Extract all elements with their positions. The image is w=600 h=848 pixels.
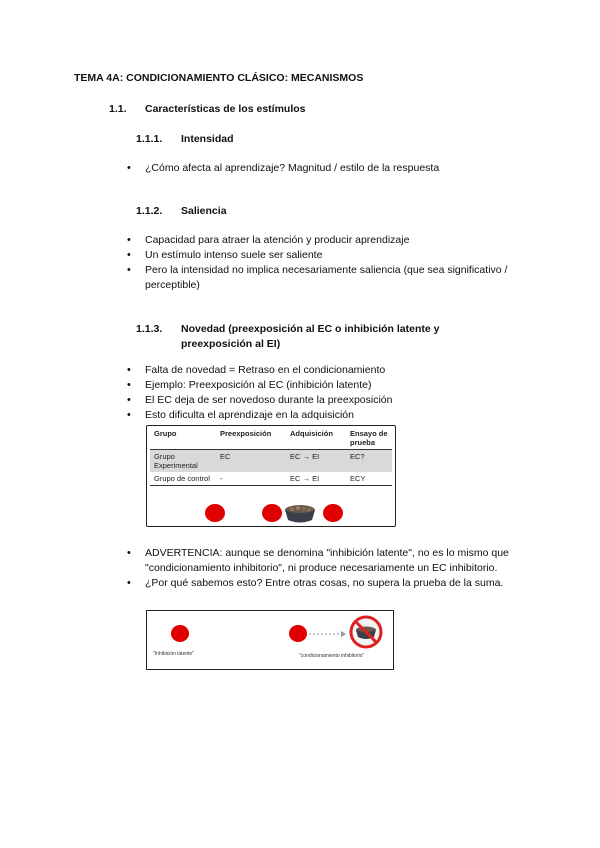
section-heading (109, 103, 509, 115)
food-bowl-icon (283, 502, 317, 524)
section-number: 1.1. (109, 103, 127, 115)
figure-label-left: "Inhibición latente" (153, 651, 195, 657)
subsection-heading-novedad (136, 322, 476, 352)
design-table (150, 427, 392, 486)
page-title: TEMA 4A: CONDICIONAMIENTO CLÁSICO: MECANISMOS (74, 72, 364, 84)
subsection-heading-saliencia (136, 205, 227, 217)
table-cell: Grupo Experimental (154, 452, 198, 470)
subsection-heading-intensidad (136, 133, 234, 145)
stimulus-dot (205, 504, 225, 522)
figure-label-right: "condicionamiento inhibitorio" (299, 653, 365, 659)
table-cell: - (220, 474, 223, 483)
table-cell: EC (220, 452, 231, 461)
table-cell: Grupo de control (154, 474, 210, 483)
stimulus-dot (171, 625, 189, 642)
subsection-title: Novedad (preexposición al EC o inhibición latente y preexposición al EI) (181, 323, 440, 350)
table-row (150, 450, 392, 473)
figure-table (146, 425, 396, 527)
subsection-title: Intensidad (181, 133, 234, 145)
list-item: • Esto dificulta el aprendizaje en la adquisición (127, 408, 527, 423)
no-food-icon (349, 615, 383, 649)
list-item: • ¿Por qué sabemos esto? Entre otras cosas, no supera la prueba de la suma. (127, 576, 527, 591)
section-title: Características de los estímulos (145, 103, 306, 115)
list-item: • Pero la intensidad no implica necesariamente saliencia (que sea significativo / perceptible) (127, 263, 527, 293)
table-header-row (150, 427, 392, 450)
list-item: • Un estímulo intenso suele ser saliente (127, 248, 527, 263)
list-item: • Capacidad para atraer la atención y producir aprendizaje (127, 233, 527, 248)
bullet-list-intensidad (127, 161, 527, 176)
table-header: Ensayo de prueba (346, 427, 392, 450)
list-item: • ADVERTENCIA: aunque se denomina "inhibición latente", no es lo mismo que "condicionamiento inhibitorio", ni produce necesariamente un EC inhibitorio. (127, 546, 527, 576)
bullet-list-saliencia (127, 233, 527, 293)
bullet-list-novedad (127, 363, 527, 423)
table-cell: EC → EI (290, 474, 320, 483)
bullet-list-advertencia (127, 546, 527, 591)
arrow-icon (309, 631, 347, 637)
table-header: Adquisición (286, 427, 346, 450)
stimulus-dot (289, 625, 307, 642)
table-header: Grupo (150, 427, 216, 450)
table-cell: EC → EI (290, 452, 320, 461)
stimulus-dot (262, 504, 282, 522)
list-item: • Ejemplo: Preexposición al EC (inhibición latente) (127, 378, 527, 393)
subsection-number: 1.1.2. (136, 205, 163, 217)
table-header: Preexposición (216, 427, 286, 450)
subsection-number: 1.1.1. (136, 133, 163, 145)
figure-comparison (146, 610, 394, 670)
table-cell: EC? (350, 452, 365, 461)
stimulus-dot (323, 504, 343, 522)
subsection-number: 1.1.3. (136, 323, 163, 335)
table-cell: ECY (350, 474, 366, 483)
list-item: • Falta de novedad = Retraso en el condicionamiento (127, 363, 527, 378)
table-row (150, 472, 392, 486)
subsection-title: Saliencia (181, 205, 227, 217)
list-item: • El EC deja de ser novedoso durante la preexposición (127, 393, 527, 408)
list-item: • ¿Cómo afecta al aprendizaje? Magnitud / estilo de la respuesta (127, 161, 527, 176)
